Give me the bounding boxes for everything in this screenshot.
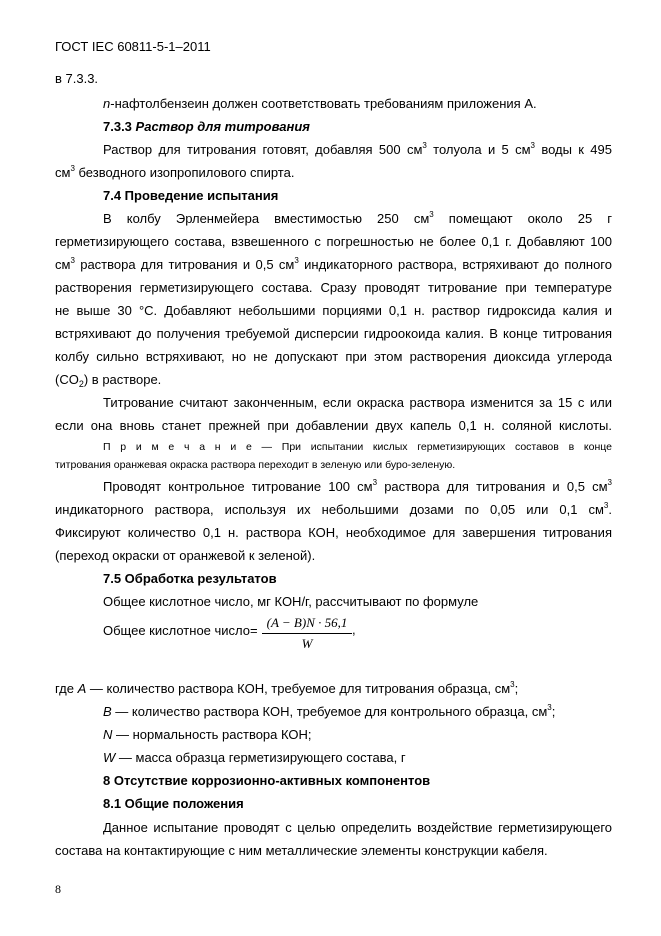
section-7-3-3-heading [103, 119, 310, 135]
formula-denominator: W [301, 636, 313, 651]
p74-line-2: герметизирующего состава, взвешенного с погрешностью не более 0,1 г. Добавляют 100 [55, 234, 612, 249]
symbol-a: A [77, 681, 87, 696]
section-number: 7.3.3 [103, 119, 132, 134]
formula-fraction [262, 615, 352, 655]
paragraph-ref: в 7.3.3. [55, 71, 99, 86]
symbol-n: N [103, 727, 113, 742]
p81-line-1: Данное испытание проводят с целью определить воздействие герметизирующего [103, 820, 612, 835]
symbol-b: B [103, 704, 112, 719]
note-line-1: П р и м е ч а н и е — При испытании кислых герметизирующих составов в конце [103, 441, 612, 453]
p74-line-8: $(CO_2)$ в растворе. [55, 372, 162, 389]
p74-line-4: растворения герметизирующего состава. Сразу проводят титрование при температуре [55, 280, 612, 295]
p733-line-1: Раствор для титрования готовят, добавляя 500 $см^3$ толуола и 5 $см^3$ воды к 495 [103, 141, 612, 157]
formula-lhs: Общее кислотное число= [103, 623, 258, 638]
symbol-w: W [103, 750, 116, 765]
document-header: ГОСТ IEC 60811-5-1–2011 [55, 39, 211, 54]
p81-line-2: состава на контактирующие с ним металлические элементы конструкции кабеля. [55, 843, 548, 858]
p75-text: Общее кислотное число, мг КОН/г, рассчитывают по формуле [103, 594, 479, 609]
section-7-4-heading: 7.4 Проведение испытания [103, 188, 279, 203]
paragraph-naphthol [103, 96, 537, 112]
p733-line-2: $см^3$ безводного изопропилового спирта. [55, 164, 295, 180]
p74-line-6: встряхивают до получения требуемой дисперсии гидроокоида калия. В конце титрования [55, 326, 612, 341]
p-control-line-1: Проводят контрольное титрование 100 $см^3$ раствора для титрования и 0,5 $см^3$ [103, 478, 612, 494]
p-control-line-2: индикаторного раствора, используя их небольшими дозами по 0,05 или 0,1 $см^3$. [55, 501, 612, 517]
section-8-heading: 8 Отсутствие коррозионно-активных компонентов [103, 773, 431, 788]
p-control-line-3: Фиксируют количество 0,1 н. раствора КОН, необходимое для завершения титрования [55, 525, 612, 540]
section-7-5-heading: 7.5 Обработка результатов [103, 571, 277, 586]
p-end-line-1: Титрование считают законченным, если окраска раствора изменится за 15 с или [103, 395, 612, 410]
formula-tail: , [352, 622, 356, 637]
where-n: N — нормальность раствора КОН; [103, 727, 312, 742]
p74-line-1: В колбу Эрленмейера вместимостью 250 $см^3$ помещают около 25 г [103, 210, 612, 226]
section-title: Раствор для титрования [135, 119, 310, 134]
where-w: W — масса образца герметизирующего состава, г [103, 750, 406, 765]
where-b: B — количество раствора КОН, требуемое для контрольного образца, $см^3$; [103, 703, 556, 719]
page-number: 8 [55, 882, 61, 896]
formula-numerator: (A − B)N · 56,1 [266, 615, 348, 630]
p74-line-3: $см^3$ раствора для титрования и 0,5 $см^3$ индикаторного раствора, встряхивают до полного [55, 256, 612, 272]
note-line-2: титрования оранжевая окраска раствора переходит в зеленую или буро-зеленую. [55, 459, 456, 471]
section-8-1-heading: 8.1 Общие положения [103, 796, 244, 811]
p-control-line-4: (переход окраски от оранжевой к зеленой). [55, 548, 316, 563]
p-end-line-2: если она вновь станет прежней при добавлении двух капель 0,1 н. соляной кислоты. [55, 418, 612, 433]
note-label: П р и м е ч а н и е [103, 441, 252, 453]
naphthol-text: -нафтолбензеин должен соответствовать требованиям приложения А. [110, 96, 537, 111]
naphthol-symbol: n [103, 96, 111, 111]
fraction-bar [262, 633, 352, 634]
p74-line-5: не выше 30 °C. Добавляют небольшими порциями 0,1 н. раствор гидроксида калия и [55, 303, 612, 318]
where-a: где A — количество раствора КОН, требуемое для титрования образца, $см^3$; [55, 680, 519, 696]
p74-line-7: колбу сильно встряхивают, но не допускают при этом растворения диоксида углерода [55, 349, 612, 364]
